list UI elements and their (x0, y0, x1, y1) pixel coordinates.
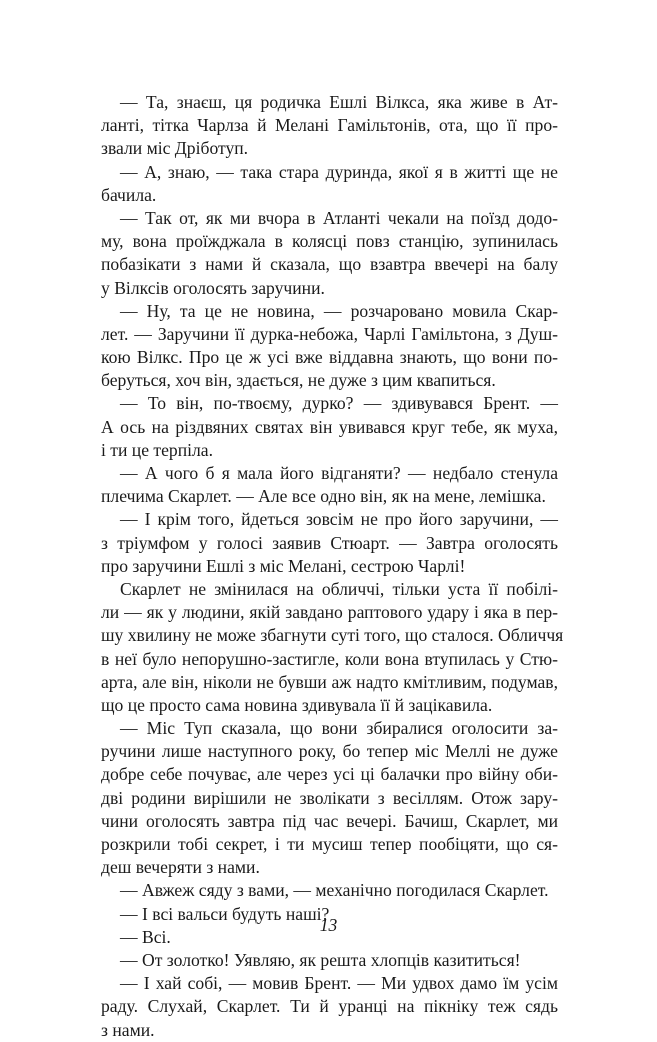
text-line: шу хвилину не може збагнути суті того, що сталося. Обличчя (101, 625, 564, 646)
text-line: — Та, знаєш, ця родичка Ешлі Вілкса, яка живе в Ат- (120, 92, 558, 112)
page-text (101, 91, 564, 1042)
text-line: з тріумфом у голосі заявив Стюарт. — Завтра оголосять (101, 532, 558, 553)
text-line: кою Вілкс. Про це ж усі вже віддавна знають, що вони по- (101, 347, 558, 368)
text-line: Скарлет не змінилася на обличчі, тільки уста її побілі- (120, 578, 558, 599)
text-line: ланті, тітка Чарлза й Мелані Гамільтонів, ота, що її про- (101, 115, 558, 136)
text-line: арта, але він, ніколи не бувши аж надто кмітливим, подумав, (101, 671, 558, 692)
text-line: добре себе почуває, але через усі ці балачки про війну оби- (101, 764, 558, 785)
text-line: розкрили тобі секрет, і ти мусиш тепер пообіцяти, що ся- (101, 834, 558, 854)
text-line: — От золотко! Уявляю, як решта хлопців казититься! (120, 949, 521, 970)
text-line: про заручини Ешлі з міс Мелані, сестрою Чарлі! (101, 555, 466, 576)
text-line: — І хай собі, — мовив Брент. — Ми удвох дамо їм усім (120, 973, 558, 994)
text-line: — Всі. (120, 926, 171, 947)
text-line: — І крім того, йдеться зовсім не про його заручини, — (120, 509, 558, 530)
text-line: — І всі вальси будуть наші? (120, 903, 330, 924)
text-line: з нами. (101, 1019, 155, 1040)
text-line: беруться, хоч він, здається, не дуже з цим квапиться. (101, 370, 496, 391)
text-line: ручини лише наступного року, бо тепер міс Меллі не дуже (101, 741, 558, 762)
text-line: побазікати з нами й сказала, що взавтра ввечері на балу (101, 254, 558, 275)
text-line: бачила. (101, 184, 157, 205)
text-line: — Авжеж сяду з вами, — механічно погодилася Скарлет. (120, 880, 549, 901)
page-number: 13 (319, 915, 338, 935)
text-line: — Міс Туп сказала, що вони збиралися оголосити за- (120, 718, 558, 739)
text-line: чини оголосять завтра під час вечері. Бачиш, Скарлет, ми (101, 810, 558, 831)
text-line: А ось на різдвяних святах він увивався круг тебе, як муха, (101, 416, 558, 437)
text-line: що це просто сама новина здивувала її й зацікавила. (101, 694, 493, 715)
text-line: — То він, по-твоєму, дурко? — здивувався Брент. — (120, 393, 558, 414)
text-line: ли — як у людини, якій завдано раптового удару і яка в пер- (101, 602, 558, 623)
text-line: в неї було непорушно-застигле, коли вона втупилась у Стю- (101, 648, 558, 669)
text-line: — Так от, як ми вчора в Атланті чекали на поїзд додо- (120, 207, 558, 228)
text-line: дві родини вирішили не зволікати з весіллям. Отож зару- (101, 787, 558, 808)
text-line: — Ну, та це не новина, — розчаровано мовила Скар- (120, 300, 558, 321)
text-line: лет. — Заручини її дурка-небожа, Чарлі Гамільтона, з Душ- (101, 323, 558, 344)
text-line: у Вілксів оголосять заручини. (101, 277, 325, 298)
text-line: — А, знаю, — така стара дуринда, якої я в житті ще не (120, 161, 558, 182)
text-line: раду. Слухай, Скарлет. Ти й уранці на пікніку теж сядь (101, 996, 558, 1017)
text-line: і ти це терпіла. (101, 439, 213, 460)
text-line: плечима Скарлет. — Але все одно він, як на мене, лемішка. (101, 486, 546, 507)
text-line: звали міс Дріботуп. (101, 138, 249, 159)
text-line: деш вечеряти з нами. (101, 857, 260, 878)
text-line: му, вона проїжджала в колясці повз станцію, зупинилась (101, 231, 558, 252)
text-line: — А чого б я мала його відганяти? — недбало стенула (120, 463, 558, 483)
